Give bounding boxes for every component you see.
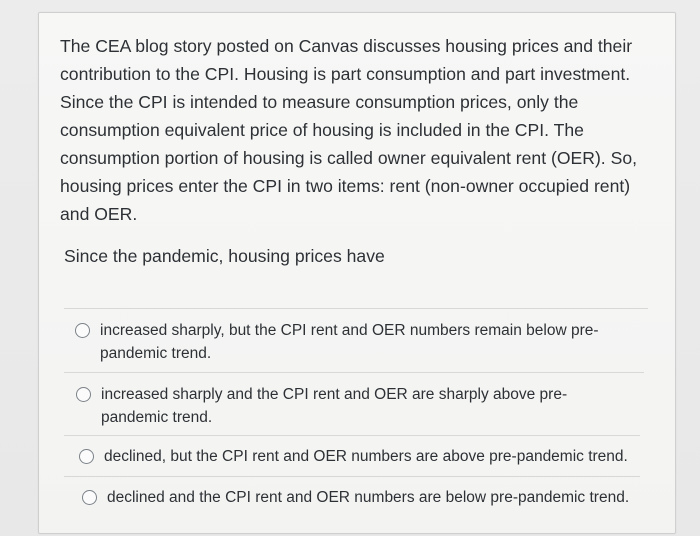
- radio-button-icon[interactable]: [76, 387, 91, 402]
- answer-option-4[interactable]: [82, 486, 652, 509]
- answer-option-label: increased sharply and the CPI rent and OER are sharply above pre-pandemic trend.: [101, 386, 568, 426]
- radio-button-icon[interactable]: [75, 323, 90, 338]
- answer-option-label: declined, but the CPI rent and OER numbers are above pre-pandemic trend.: [104, 448, 628, 465]
- answer-option-1[interactable]: [75, 319, 615, 365]
- radio-button-icon[interactable]: [79, 449, 94, 464]
- question-text: The CEA blog story posted on Canvas discusses housing prices and their contribution to the CPI. Housing is part consumption and part investment. Since the CPI is intended to measure consumption prices, only the consumption equivalent price of housing is included in the CPI. The consumption portion of housing is called owner equivalent rent (OER). So, housing prices enter the CPI in two items: rent (non-owner occupied rent) and OER.: [60, 36, 637, 224]
- radio-button-icon[interactable]: [82, 490, 97, 505]
- answer-option-2[interactable]: [76, 383, 616, 429]
- answer-option-label: declined and the CPI rent and OER numbers are below pre-pandemic trend.: [107, 489, 630, 506]
- divider: [64, 372, 644, 373]
- answer-option-label: increased sharply, but the CPI rent and OER numbers remain below pre-pandemic trend.: [100, 322, 599, 362]
- question-stem: Since the pandemic, housing prices have: [64, 246, 385, 266]
- question-paragraph: [60, 32, 660, 228]
- divider: [64, 435, 640, 436]
- divider: [64, 308, 648, 309]
- answer-option-3[interactable]: [79, 445, 649, 468]
- divider: [64, 476, 640, 477]
